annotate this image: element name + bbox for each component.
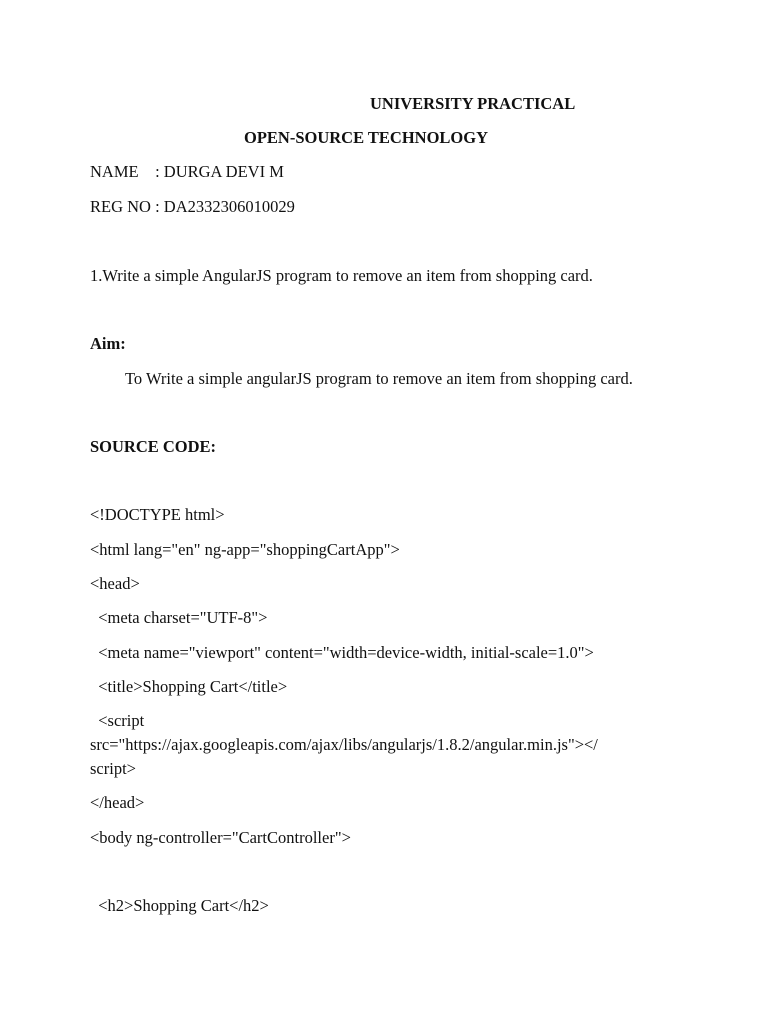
question-text: 1.Write a simple AngularJS program to remove an item from shopping card. xyxy=(90,266,593,285)
aim-text: To Write a simple angularJS program to remove an item from shopping card. xyxy=(125,369,633,388)
code-line: script> xyxy=(90,759,136,778)
aim-heading: Aim: xyxy=(90,334,126,353)
code-line: <html lang="en" ng-app="shoppingCartApp"> xyxy=(90,540,400,559)
student-name: NAME : DURGA DEVI M xyxy=(90,162,284,181)
student-reg-no: REG NO : DA2332306010029 xyxy=(90,197,295,216)
code-line: <!DOCTYPE html> xyxy=(90,505,225,524)
page-title: UNIVERSITY PRACTICAL xyxy=(370,94,576,113)
code-line: </head> xyxy=(90,793,145,812)
code-line: <body ng-controller="CartController"> xyxy=(90,828,351,847)
code-line: <h2>Shopping Cart</h2> xyxy=(90,896,269,915)
source-code-heading: SOURCE CODE: xyxy=(90,437,217,456)
code-line: <script xyxy=(90,711,145,730)
code-line: <meta name="viewport" content="width=device-width, initial-scale=1.0"> xyxy=(90,643,594,662)
code-line: <title>Shopping Cart</title> xyxy=(90,677,288,696)
subject-title: OPEN-SOURCE TECHNOLOGY xyxy=(244,128,489,147)
code-line: <meta charset="UTF-8"> xyxy=(90,608,268,627)
code-line: src="https://ajax.googleapis.com/ajax/libs/angularjs/1.8.2/angular.min.js"></ xyxy=(90,735,598,754)
code-line: <head> xyxy=(90,574,140,593)
